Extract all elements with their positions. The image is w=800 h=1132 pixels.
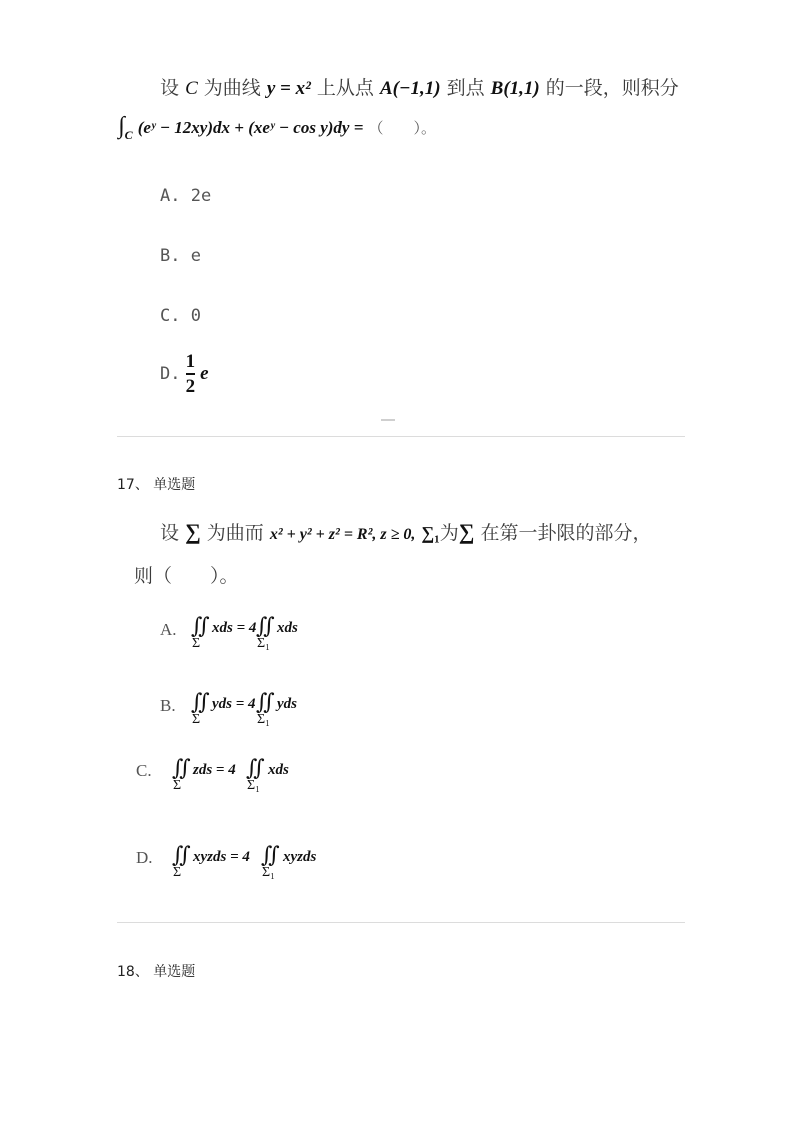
q16-option-c[interactable]: C. 0 bbox=[160, 306, 201, 326]
q17-a-right: xds bbox=[277, 620, 298, 636]
double-integral-sign: ∬ Σ₁ bbox=[256, 614, 271, 651]
q17-d-right: xyzds bbox=[283, 849, 317, 865]
q17-b-right: yds bbox=[277, 696, 297, 712]
q18-header: 18、 单选题 bbox=[117, 964, 196, 980]
q17-stem-line1: 设 ∑ 为曲而 x² + y² + z² = R², z ≥ 0, ∑₁为∑ 在第一卦限的部分， bbox=[160, 519, 652, 544]
q16-integral-line: $\int_C$ (eʸ − 12xy)dx + (xeʸ − cos y)dy = （ ）。 bbox=[118, 113, 437, 142]
q17-stem-line2: 则（ ）。 bbox=[134, 565, 239, 587]
double-integral-sign: ∬ Σ₁ bbox=[261, 843, 276, 880]
double-integral-sign: ∬ Σ bbox=[191, 614, 204, 651]
q16-stem-line1: 设 C 为曲线 y = x² 上从点 A(−1,1) 到点 B(1,1) 的一段，则积分 bbox=[160, 77, 679, 99]
q17-a-left: xds = 4 bbox=[212, 620, 257, 636]
q17-option-c[interactable]: C. bbox=[136, 761, 152, 780]
divider bbox=[117, 922, 685, 923]
double-integral-sign: ∬ Σ bbox=[172, 756, 185, 793]
q17-d-left: xyzds = 4 bbox=[193, 849, 250, 865]
double-integral-sign: ∬ Σ₁ bbox=[256, 690, 271, 727]
q16-option-b[interactable]: B. e bbox=[160, 246, 201, 266]
q17-option-d[interactable]: D. bbox=[136, 848, 153, 867]
q16-option-a[interactable]: A. 2e bbox=[160, 186, 212, 206]
double-integral-sign: ∬ Σ bbox=[172, 843, 185, 880]
q16-option-d[interactable]: D. $\frac{1}{2}$ e bbox=[160, 351, 209, 397]
q17-option-b[interactable]: B. bbox=[160, 696, 176, 715]
q17-b-left: yds = 4 bbox=[212, 696, 256, 712]
q17-c-left: zds = 4 bbox=[193, 762, 236, 778]
divider bbox=[117, 436, 685, 437]
q17-header: 17、 单选题 bbox=[117, 477, 196, 493]
double-integral-sign: ∬ Σ bbox=[191, 690, 204, 727]
double-integral-sign: ∬ Σ₁ bbox=[246, 756, 261, 793]
q17-c-right: xds bbox=[268, 762, 289, 778]
q17-option-a[interactable]: A. bbox=[160, 620, 177, 639]
page-marker bbox=[381, 419, 395, 421]
fraction-one-half: $\frac{1}{2}$ bbox=[185, 351, 196, 397]
